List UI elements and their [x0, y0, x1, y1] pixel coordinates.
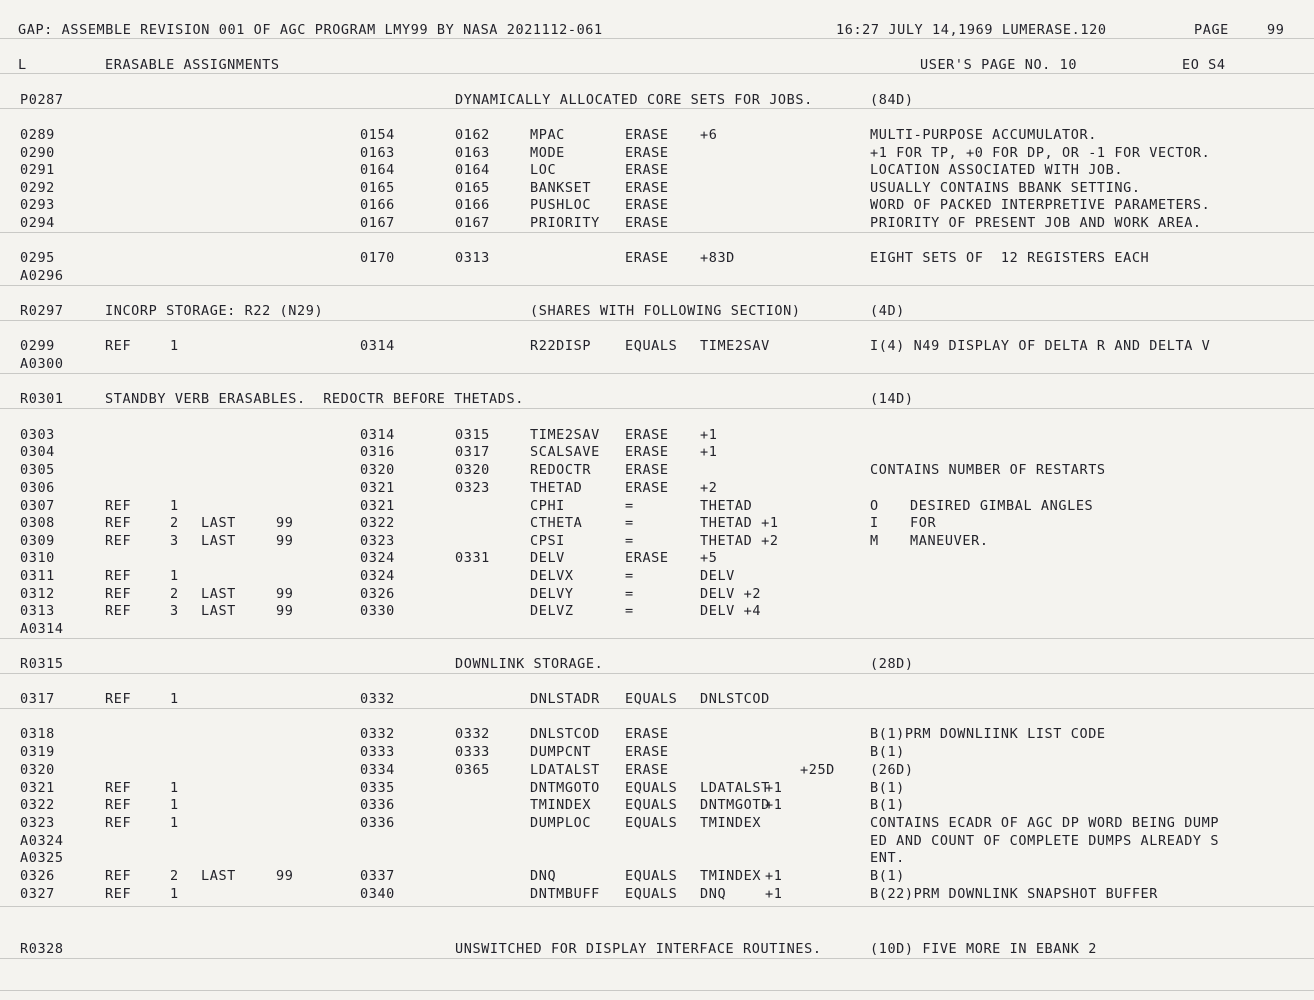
subheader-title: ERASABLE ASSIGNMENTS [105, 57, 280, 73]
ref-flag: REF [105, 603, 132, 619]
symbol: PRIORITY [530, 215, 600, 231]
line-number: 0290 [20, 145, 55, 161]
listing-line [0, 725, 1314, 743]
listing-line [0, 355, 1314, 373]
listing-line [0, 867, 1314, 885]
symbol: CPHI [530, 498, 565, 514]
ref-flag: REF [105, 498, 132, 514]
address: 0340 [360, 886, 395, 902]
line-number: A0325 [20, 850, 64, 866]
address: 0316 [360, 444, 395, 460]
end-address: 0323 [455, 480, 490, 496]
line-number: R0328 [20, 941, 64, 957]
listing-line [0, 940, 1314, 958]
ref-count: 1 [170, 498, 179, 514]
line-number: 0321 [20, 780, 55, 796]
paper-ruling [0, 673, 1314, 674]
opcode: ERASE [625, 250, 669, 266]
opcode: = [625, 533, 634, 549]
address: 0332 [360, 726, 395, 742]
last-flag: LAST [201, 868, 236, 884]
listing-line [0, 126, 1314, 144]
end-address: 0162 [455, 127, 490, 143]
last-page: 99 [276, 603, 294, 619]
header-page-number: 99 [1267, 22, 1285, 38]
ref-flag: REF [105, 780, 132, 796]
ref-flag: STANDBY VERB ERASABLES. REDOCTR BEFORE THETADS. [105, 391, 524, 407]
operand: +6 [700, 127, 718, 143]
comment: ED AND COUNT OF COMPLETE DUMPS ALREADY S [870, 833, 1220, 849]
listing-line [0, 655, 1314, 673]
line-number: R0315 [20, 656, 64, 672]
line-number: 0308 [20, 515, 55, 531]
listing-line [0, 549, 1314, 567]
address: 0320 [360, 462, 395, 478]
subheader-code: EO S4 [1182, 57, 1226, 73]
opcode: ERASE [625, 550, 669, 566]
line-number: 0326 [20, 868, 55, 884]
listing-line [0, 390, 1314, 408]
last-page: 99 [276, 868, 294, 884]
opcode: ERASE [625, 145, 669, 161]
end-address: 0165 [455, 180, 490, 196]
opcode: = [625, 515, 634, 531]
opcode: ERASE [625, 480, 669, 496]
ref-count: 1 [170, 886, 179, 902]
ref-flag: REF [105, 886, 132, 902]
listing-line [0, 91, 1314, 109]
comment: CONTAINS ECADR OF AGC DP WORD BEING DUMP [870, 815, 1220, 831]
sub-header [0, 56, 1314, 74]
paper-ruling [0, 990, 1314, 991]
last-flag: LAST [201, 533, 236, 549]
symbol: R22DISP [530, 338, 592, 354]
listing-line [0, 567, 1314, 585]
comment: (26D) [870, 762, 914, 778]
end-address: 0167 [455, 215, 490, 231]
end-address: 0164 [455, 162, 490, 178]
listing-line [0, 514, 1314, 532]
comment-prefix: I [870, 515, 879, 531]
listing-line [0, 161, 1314, 179]
line-number: 0289 [20, 127, 55, 143]
opcode: EQUALS [625, 886, 678, 902]
comment: MANEUVER. [910, 533, 989, 549]
end-address: 0332 [455, 726, 490, 742]
symbol: DNTMBUFF [530, 886, 600, 902]
operand: DNQ [700, 886, 727, 902]
symbol: DELVY [530, 586, 574, 602]
listing-line [0, 849, 1314, 867]
operand: DELV +4 [700, 603, 762, 619]
line-number: P0287 [20, 92, 64, 108]
line-number: 0318 [20, 726, 55, 742]
comment: B(1)PRM DOWNLIINK LIST CODE [870, 726, 1106, 742]
address: 0165 [360, 180, 395, 196]
comment: MULTI-PURPOSE ACCUMULATOR. [870, 127, 1097, 143]
operand: +83D [700, 250, 735, 266]
end-address: DYNAMICALLY ALLOCATED CORE SETS FOR JOBS. [455, 92, 813, 108]
line-number: 0295 [20, 250, 55, 266]
symbol: DELVZ [530, 603, 574, 619]
ref-flag: INCORP STORAGE: R22 (N29) [105, 303, 324, 319]
operand: +2 [700, 480, 718, 496]
comment: B(22)PRM DOWNLINK SNAPSHOT BUFFER [870, 886, 1159, 902]
line-number: 0312 [20, 586, 55, 602]
paper-ruling [0, 708, 1314, 709]
operand: TMINDEX [700, 815, 762, 831]
comment: (14D) [870, 391, 914, 407]
last-flag: LAST [201, 603, 236, 619]
operand: +1 [700, 427, 718, 443]
listing-line [0, 214, 1314, 232]
symbol: THETAD [530, 480, 583, 496]
ref-count: 2 [170, 515, 179, 531]
operand: THETAD +2 [700, 533, 779, 549]
address: 0164 [360, 162, 395, 178]
line-number: R0297 [20, 303, 64, 319]
address: 0324 [360, 568, 395, 584]
operand: DELV [700, 568, 735, 584]
last-page: 99 [276, 533, 294, 549]
operand-offset: +1 [765, 886, 783, 902]
symbol: DELV [530, 550, 565, 566]
last-flag: LAST [201, 586, 236, 602]
symbol: CPSI [530, 533, 565, 549]
comment: DESIRED GIMBAL ANGLES [910, 498, 1094, 514]
end-address: 0163 [455, 145, 490, 161]
header-page-label: PAGE [1194, 22, 1229, 38]
paper-ruling [0, 320, 1314, 321]
paper-ruling [0, 408, 1314, 409]
comment: (28D) [870, 656, 914, 672]
opcode: ERASE [625, 462, 669, 478]
operand-offset: +1 [765, 797, 783, 813]
comment-prefix: O [870, 498, 879, 514]
line-number: 0311 [20, 568, 55, 584]
line-number: A0324 [20, 833, 64, 849]
end-address: UNSWITCHED FOR DISPLAY INTERFACE ROUTINES. [455, 941, 822, 957]
paper-ruling [0, 38, 1314, 39]
line-number: 0310 [20, 550, 55, 566]
end-address: DOWNLINK STORAGE. [455, 656, 604, 672]
ref-count: 2 [170, 586, 179, 602]
end-address: 0313 [455, 250, 490, 266]
operand: DNTMGOTD [700, 797, 770, 813]
paper-ruling [0, 373, 1314, 374]
listing-line [0, 302, 1314, 320]
listing-line [0, 497, 1314, 515]
listing-line [0, 532, 1314, 550]
ref-count: 3 [170, 603, 179, 619]
address: 0333 [360, 744, 395, 760]
line-number: A0296 [20, 268, 64, 284]
symbol: TIME2SAV [530, 427, 600, 443]
symbol: DNQ [530, 868, 557, 884]
listing-line [0, 761, 1314, 779]
header-stamp: 16:27 JULY 14,1969 LUMERASE.120 [836, 22, 1107, 38]
listing-line [0, 249, 1314, 267]
opcode: EQUALS [625, 815, 678, 831]
comment: +1 FOR TP, +0 FOR DP, OR -1 FOR VECTOR. [870, 145, 1211, 161]
listing-line [0, 426, 1314, 444]
symbol: CTHETA [530, 515, 583, 531]
symbol: LOC [530, 162, 557, 178]
comment-prefix: M [870, 533, 879, 549]
end-address: 0317 [455, 444, 490, 460]
end-address: 0315 [455, 427, 490, 443]
listing-line [0, 796, 1314, 814]
opcode: ERASE [625, 427, 669, 443]
ref-count: 2 [170, 868, 179, 884]
last-page: 99 [276, 586, 294, 602]
comment: EIGHT SETS OF 12 REGISTERS EACH [870, 250, 1150, 266]
ref-flag: REF [105, 691, 132, 707]
operand-offset: +1 [765, 868, 783, 884]
comment: FOR [910, 515, 937, 531]
ref-flag: REF [105, 533, 132, 549]
comment: ENT. [870, 850, 905, 866]
line-number: 0299 [20, 338, 55, 354]
ref-count: 3 [170, 533, 179, 549]
last-page: 99 [276, 515, 294, 531]
symbol: (SHARES WITH FOLLOWING SECTION) [530, 303, 801, 319]
address: 0332 [360, 691, 395, 707]
address: 0324 [360, 550, 395, 566]
ref-count: 1 [170, 780, 179, 796]
opcode: EQUALS [625, 868, 678, 884]
symbol: DELVX [530, 568, 574, 584]
address: 0336 [360, 797, 395, 813]
listing-line [0, 885, 1314, 903]
ref-count: 1 [170, 815, 179, 831]
paper-ruling [0, 108, 1314, 109]
line-number: 0320 [20, 762, 55, 778]
line-number: 0317 [20, 691, 55, 707]
address: 0326 [360, 586, 395, 602]
listing-line [0, 179, 1314, 197]
line-number: 0306 [20, 480, 55, 496]
operand: LDATALST [700, 780, 770, 796]
address: 0167 [360, 215, 395, 231]
address: 0321 [360, 480, 395, 496]
address: 0337 [360, 868, 395, 884]
comment: LOCATION ASSOCIATED WITH JOB. [870, 162, 1124, 178]
symbol: DNLSTADR [530, 691, 600, 707]
opcode: ERASE [625, 444, 669, 460]
symbol: REDOCTR [530, 462, 592, 478]
operand: THETAD [700, 498, 753, 514]
line-number: 0304 [20, 444, 55, 460]
symbol: DNLSTCOD [530, 726, 600, 742]
opcode: ERASE [625, 180, 669, 196]
line-number: 0291 [20, 162, 55, 178]
address: 0321 [360, 498, 395, 514]
address: 0314 [360, 427, 395, 443]
comment: USUALLY CONTAINS BBANK SETTING. [870, 180, 1141, 196]
ref-flag: REF [105, 515, 132, 531]
operand: TIME2SAV [700, 338, 770, 354]
address: 0330 [360, 603, 395, 619]
symbol: LDATALST [530, 762, 600, 778]
symbol: PUSHLOC [530, 197, 592, 213]
subheader-user-page: USER'S PAGE NO. 10 [920, 57, 1078, 73]
operand: TMINDEX [700, 868, 762, 884]
opcode: ERASE [625, 197, 669, 213]
ref-flag: REF [105, 815, 132, 831]
address: 0166 [360, 197, 395, 213]
opcode: EQUALS [625, 338, 678, 354]
opcode: ERASE [625, 215, 669, 231]
line-number: A0314 [20, 621, 64, 637]
comment: B(1) [870, 868, 905, 884]
end-address: 0166 [455, 197, 490, 213]
line-number: 0309 [20, 533, 55, 549]
subheader-mark: L [18, 57, 27, 73]
paper-ruling [0, 232, 1314, 233]
print-header [0, 21, 1314, 39]
paper-ruling [0, 958, 1314, 959]
paper-ruling [0, 73, 1314, 74]
address: 0322 [360, 515, 395, 531]
listing-line [0, 267, 1314, 285]
symbol: TMINDEX [530, 797, 592, 813]
address: 0336 [360, 815, 395, 831]
line-number: 0303 [20, 427, 55, 443]
end-address: 0365 [455, 762, 490, 778]
line-number: A0300 [20, 356, 64, 372]
opcode: EQUALS [625, 797, 678, 813]
comment: B(1) [870, 780, 905, 796]
comment: WORD OF PACKED INTERPRETIVE PARAMETERS. [870, 197, 1211, 213]
address: 0170 [360, 250, 395, 266]
symbol: DUMPLOC [530, 815, 592, 831]
opcode: ERASE [625, 726, 669, 742]
listing-line [0, 690, 1314, 708]
comment: (84D) [870, 92, 914, 108]
last-flag: LAST [201, 515, 236, 531]
listing-line [0, 620, 1314, 638]
end-address: 0320 [455, 462, 490, 478]
symbol: BANKSET [530, 180, 592, 196]
listing-line [0, 814, 1314, 832]
address: 0334 [360, 762, 395, 778]
listing-line [0, 743, 1314, 761]
end-address: 0331 [455, 550, 490, 566]
line-number: 0305 [20, 462, 55, 478]
opcode: EQUALS [625, 691, 678, 707]
address: 0314 [360, 338, 395, 354]
operand: +1 [700, 444, 718, 460]
ref-count: 1 [170, 691, 179, 707]
listing-line [0, 196, 1314, 214]
opcode: ERASE [625, 162, 669, 178]
opcode: ERASE [625, 762, 669, 778]
opcode: = [625, 586, 634, 602]
symbol: MODE [530, 145, 565, 161]
line-number: 0322 [20, 797, 55, 813]
paper-ruling [0, 906, 1314, 907]
line-number: 0323 [20, 815, 55, 831]
line-number: 0293 [20, 197, 55, 213]
opcode: = [625, 568, 634, 584]
ref-flag: REF [105, 868, 132, 884]
opcode: EQUALS [625, 780, 678, 796]
ref-count: 1 [170, 338, 179, 354]
listing-line [0, 779, 1314, 797]
operand: +5 [700, 550, 718, 566]
line-number: 0319 [20, 744, 55, 760]
opcode: ERASE [625, 744, 669, 760]
address: 0154 [360, 127, 395, 143]
line-number: 0292 [20, 180, 55, 196]
comment: I(4) N49 DISPLAY OF DELTA R AND DELTA V [870, 338, 1211, 354]
paper-ruling [0, 638, 1314, 639]
comment: CONTAINS NUMBER OF RESTARTS [870, 462, 1106, 478]
line-number: 0327 [20, 886, 55, 902]
comment: PRIORITY OF PRESENT JOB AND WORK AREA. [870, 215, 1202, 231]
address: 0323 [360, 533, 395, 549]
operand: THETAD +1 [700, 515, 779, 531]
listing-line [0, 461, 1314, 479]
listing-line [0, 479, 1314, 497]
opcode: = [625, 603, 634, 619]
operand-extra: +25D [800, 762, 835, 778]
address: 0335 [360, 780, 395, 796]
ref-flag: REF [105, 338, 132, 354]
line-number: 0307 [20, 498, 55, 514]
comment: (10D) FIVE MORE IN EBANK 2 [870, 941, 1097, 957]
ref-count: 1 [170, 797, 179, 813]
end-address: 0333 [455, 744, 490, 760]
ref-flag: REF [105, 586, 132, 602]
paper-ruling [0, 285, 1314, 286]
opcode: = [625, 498, 634, 514]
comment: (4D) [870, 303, 905, 319]
line-number: 0294 [20, 215, 55, 231]
listing-line [0, 832, 1314, 850]
comment: B(1) [870, 797, 905, 813]
symbol: DUMPCNT [530, 744, 592, 760]
ref-count: 1 [170, 568, 179, 584]
symbol: SCALSAVE [530, 444, 600, 460]
operand: DNLSTCOD [700, 691, 770, 707]
symbol: MPAC [530, 127, 565, 143]
header-title: GAP: ASSEMBLE REVISION 001 OF AGC PROGRAM LMY99 BY NASA 2021112-061 [18, 22, 603, 38]
opcode: ERASE [625, 127, 669, 143]
ref-flag: REF [105, 797, 132, 813]
listing-line [0, 337, 1314, 355]
listing-line [0, 602, 1314, 620]
listing-line [0, 144, 1314, 162]
line-number: 0313 [20, 603, 55, 619]
operand-offset: +1 [765, 780, 783, 796]
line-number: R0301 [20, 391, 64, 407]
ref-flag: REF [105, 568, 132, 584]
address: 0163 [360, 145, 395, 161]
operand: DELV +2 [700, 586, 762, 602]
comment: B(1) [870, 744, 905, 760]
listing-line [0, 443, 1314, 461]
listing-line [0, 585, 1314, 603]
symbol: DNTMGOTO [530, 780, 600, 796]
